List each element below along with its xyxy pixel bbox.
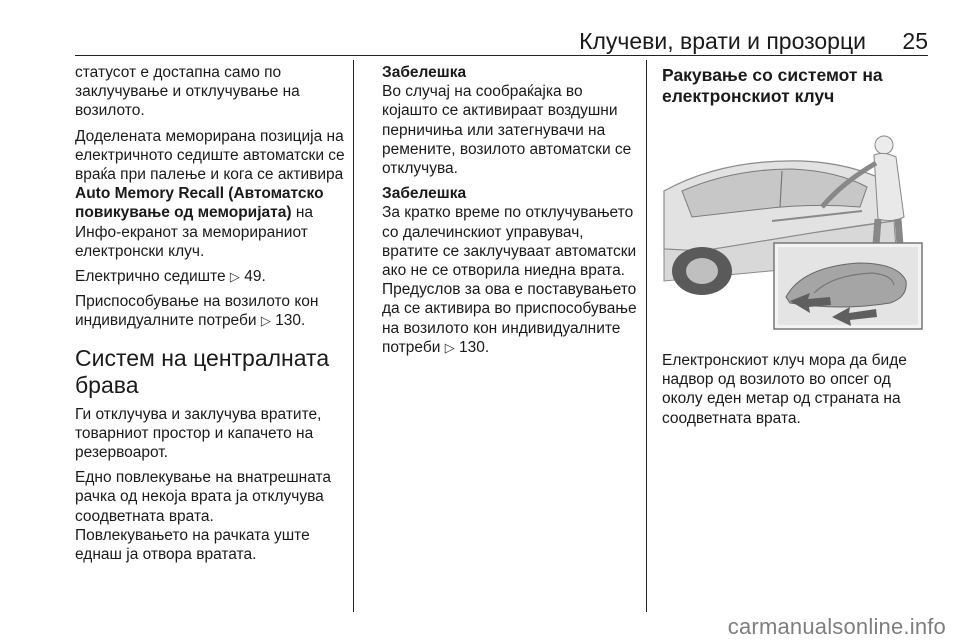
page-header xyxy=(75,24,928,56)
column-divider-1 xyxy=(353,60,354,612)
note-title: Забелешка xyxy=(382,64,467,81)
figure-caption: Електронскиот клуч мора да биде надвор од возилото во опсег од околу еден метар од страната на соодветната врата. xyxy=(662,352,907,427)
column-middle xyxy=(382,63,640,363)
reference-page: 130 xyxy=(275,312,302,330)
reference-page: 49 xyxy=(244,268,262,286)
section-heading: Систем на централната брава xyxy=(75,344,330,398)
note-text: За кратко време по отклучувањето со далечинскиот управувач, вратите се заклучуваат автоматски ако не се отворила ниедна врата. xyxy=(382,204,637,280)
column-divider-2 xyxy=(646,60,647,612)
section-heading: Ракување со системот на електронскиот клуч xyxy=(662,65,883,106)
header-divider xyxy=(75,55,928,56)
paragraph: Ги отклучува и заклучува вратите, товарниот простор и капачето на резервоарот. xyxy=(75,405,322,462)
note-text-part: Предуслов за ова е поставувањето да се активира во приспособување на возилото кон индивидуалните потреби xyxy=(382,281,637,356)
cross-reference: Електрично седиште ▷ 49. xyxy=(75,268,266,286)
car-illustration-svg xyxy=(662,121,924,333)
triangle-right-outline-icon: ▷ xyxy=(260,313,271,329)
watermark: carmanualsonline.info xyxy=(727,614,946,639)
column-left xyxy=(75,63,345,570)
bold-term: Auto Memory Recall (Автоматско повикување од меморијата) xyxy=(75,185,324,222)
note-text: Во случај на сообраќајка во којашто се активираат воздушни перничиња или затегнувачи на ремените, возилото автоматски се отклучува. xyxy=(382,83,632,178)
page-number: 25 xyxy=(902,28,928,54)
paragraph-text: Доделената меморирана позиција на електричното седиште автоматски се враќа при палење и кога се активира xyxy=(75,127,345,184)
triangle-right-outline-icon: ▷ xyxy=(229,269,240,285)
reference-page: 130 xyxy=(459,338,485,356)
paragraph xyxy=(75,127,345,261)
reference-text: Електрично седиште xyxy=(75,268,230,286)
paragraph: Повлекувањето на рачката уште еднаш ја отвора вратата. xyxy=(75,526,310,564)
paragraph: Едно повлекување на внатрешната рачка од некоја врата ја отклучува соодветната врата. xyxy=(75,469,332,525)
page-title: Клучеви, врати и прозорци xyxy=(579,28,866,54)
note-text: Предуслов за ова е поставувањето да се активира во приспособување на возилото кон индивидуалните потреби ▷ 130. xyxy=(382,281,637,356)
triangle-right-outline-icon: ▷ xyxy=(444,339,455,355)
reference-text: Приспособување на возилото кон индивидуалните потреби xyxy=(75,293,319,330)
paragraph: статусот е достапна само по заклучување и отклучување на возилото. xyxy=(75,64,300,120)
car-door-handle-illustration xyxy=(662,121,924,333)
column-right xyxy=(662,63,932,434)
cross-reference: Приспособување на возилото кон индивидуалните потреби ▷ 130. xyxy=(75,293,319,330)
paragraph-text: на Инфо-екранот за меморираниот електронски клуч. xyxy=(75,204,314,260)
note-title: Забелешка xyxy=(382,185,467,203)
